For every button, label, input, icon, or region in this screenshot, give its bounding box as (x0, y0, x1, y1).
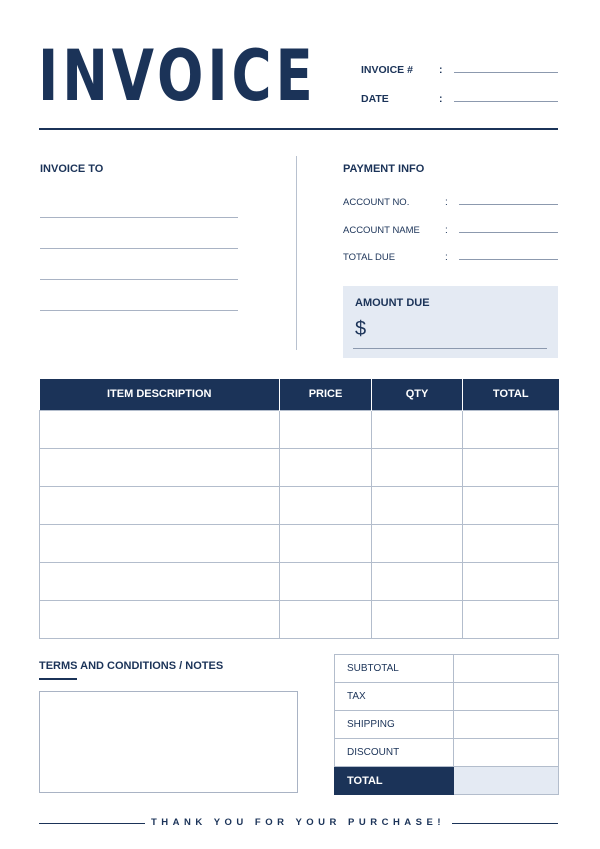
account-name-label: ACCOUNT NAME (343, 225, 420, 236)
invoice-title: INVOICE (38, 35, 317, 117)
account-name-colon: : (445, 225, 448, 236)
table-row (40, 524, 559, 562)
invoice-number-label: INVOICE # (361, 64, 413, 76)
qty-cell[interactable] (372, 486, 463, 524)
invoice-number-colon: : (439, 64, 443, 76)
total-cell[interactable] (463, 600, 559, 638)
amount-due-label: AMOUNT DUE (355, 297, 430, 309)
discount-row (335, 739, 559, 767)
col-price: PRICE (280, 379, 372, 410)
subtotal-label: SUBTOTAL (335, 655, 454, 683)
grand-total-value[interactable] (454, 767, 559, 795)
shipping-value[interactable] (454, 711, 559, 739)
qty-cell[interactable] (372, 448, 463, 486)
account-no-label: ACCOUNT NO. (343, 197, 410, 208)
thank-you-message: THANK YOU FOR YOUR PURCHASE! (150, 817, 446, 828)
terms-notes-field[interactable] (39, 691, 298, 793)
total-due-label: TOTAL DUE (343, 252, 396, 263)
price-cell[interactable] (280, 448, 372, 486)
subtotal-row (335, 655, 559, 683)
currency-symbol: $ (355, 318, 367, 340)
account-name-field[interactable] (459, 232, 558, 233)
items-table (39, 379, 559, 639)
item-description-cell[interactable] (40, 486, 280, 524)
footer-line-right (452, 823, 558, 824)
invoice-number-field[interactable] (454, 72, 558, 73)
table-row (40, 562, 559, 600)
subtotal-value[interactable] (454, 655, 559, 683)
invoice-to-line-4[interactable] (40, 310, 238, 311)
col-qty: QTY (372, 379, 463, 410)
price-cell[interactable] (280, 486, 372, 524)
price-cell[interactable] (280, 562, 372, 600)
total-cell[interactable] (463, 524, 559, 562)
account-no-field[interactable] (459, 204, 558, 205)
item-description-cell[interactable] (40, 600, 280, 638)
date-label: DATE (361, 93, 389, 105)
total-cell[interactable] (463, 486, 559, 524)
qty-cell[interactable] (372, 410, 463, 448)
table-row (40, 448, 559, 486)
grand-total-label: TOTAL (335, 767, 454, 795)
col-total: TOTAL (463, 379, 559, 410)
invoice-to-line-3[interactable] (40, 279, 238, 280)
date-field[interactable] (454, 101, 558, 102)
item-description-cell[interactable] (40, 448, 280, 486)
footer-line-left (39, 823, 145, 824)
shipping-row (335, 711, 559, 739)
amount-due-field[interactable] (353, 348, 547, 349)
account-no-colon: : (445, 197, 448, 208)
table-row (40, 486, 559, 524)
amount-due-box (343, 286, 558, 358)
total-cell[interactable] (463, 410, 559, 448)
price-cell[interactable] (280, 524, 372, 562)
section-divider (296, 156, 297, 350)
invoice-to-line-2[interactable] (40, 248, 238, 249)
discount-label: DISCOUNT (335, 739, 454, 767)
terms-heading: TERMS AND CONDITIONS / NOTES (39, 660, 224, 672)
invoice-to-line-1[interactable] (40, 217, 238, 218)
invoice-to-heading: INVOICE TO (40, 163, 104, 175)
grand-total-row (335, 767, 559, 795)
item-description-cell[interactable] (40, 562, 280, 600)
qty-cell[interactable] (372, 562, 463, 600)
qty-cell[interactable] (372, 524, 463, 562)
header-divider (39, 128, 558, 130)
totals-table (334, 654, 559, 795)
table-row (40, 410, 559, 448)
item-description-cell[interactable] (40, 410, 280, 448)
terms-underline (39, 678, 77, 680)
total-cell[interactable] (463, 448, 559, 486)
tax-row (335, 683, 559, 711)
price-cell[interactable] (280, 410, 372, 448)
payment-info-heading: PAYMENT INFO (343, 163, 425, 175)
total-cell[interactable] (463, 562, 559, 600)
date-colon: : (439, 93, 443, 105)
price-cell[interactable] (280, 600, 372, 638)
table-row (40, 600, 559, 638)
discount-value[interactable] (454, 739, 559, 767)
shipping-label: SHIPPING (335, 711, 454, 739)
total-due-colon: : (445, 252, 448, 263)
tax-value[interactable] (454, 683, 559, 711)
items-header-row (40, 379, 559, 410)
col-item-description: ITEM DESCRIPTION (40, 379, 280, 410)
item-description-cell[interactable] (40, 524, 280, 562)
qty-cell[interactable] (372, 600, 463, 638)
tax-label: TAX (335, 683, 454, 711)
total-due-field[interactable] (459, 259, 558, 260)
